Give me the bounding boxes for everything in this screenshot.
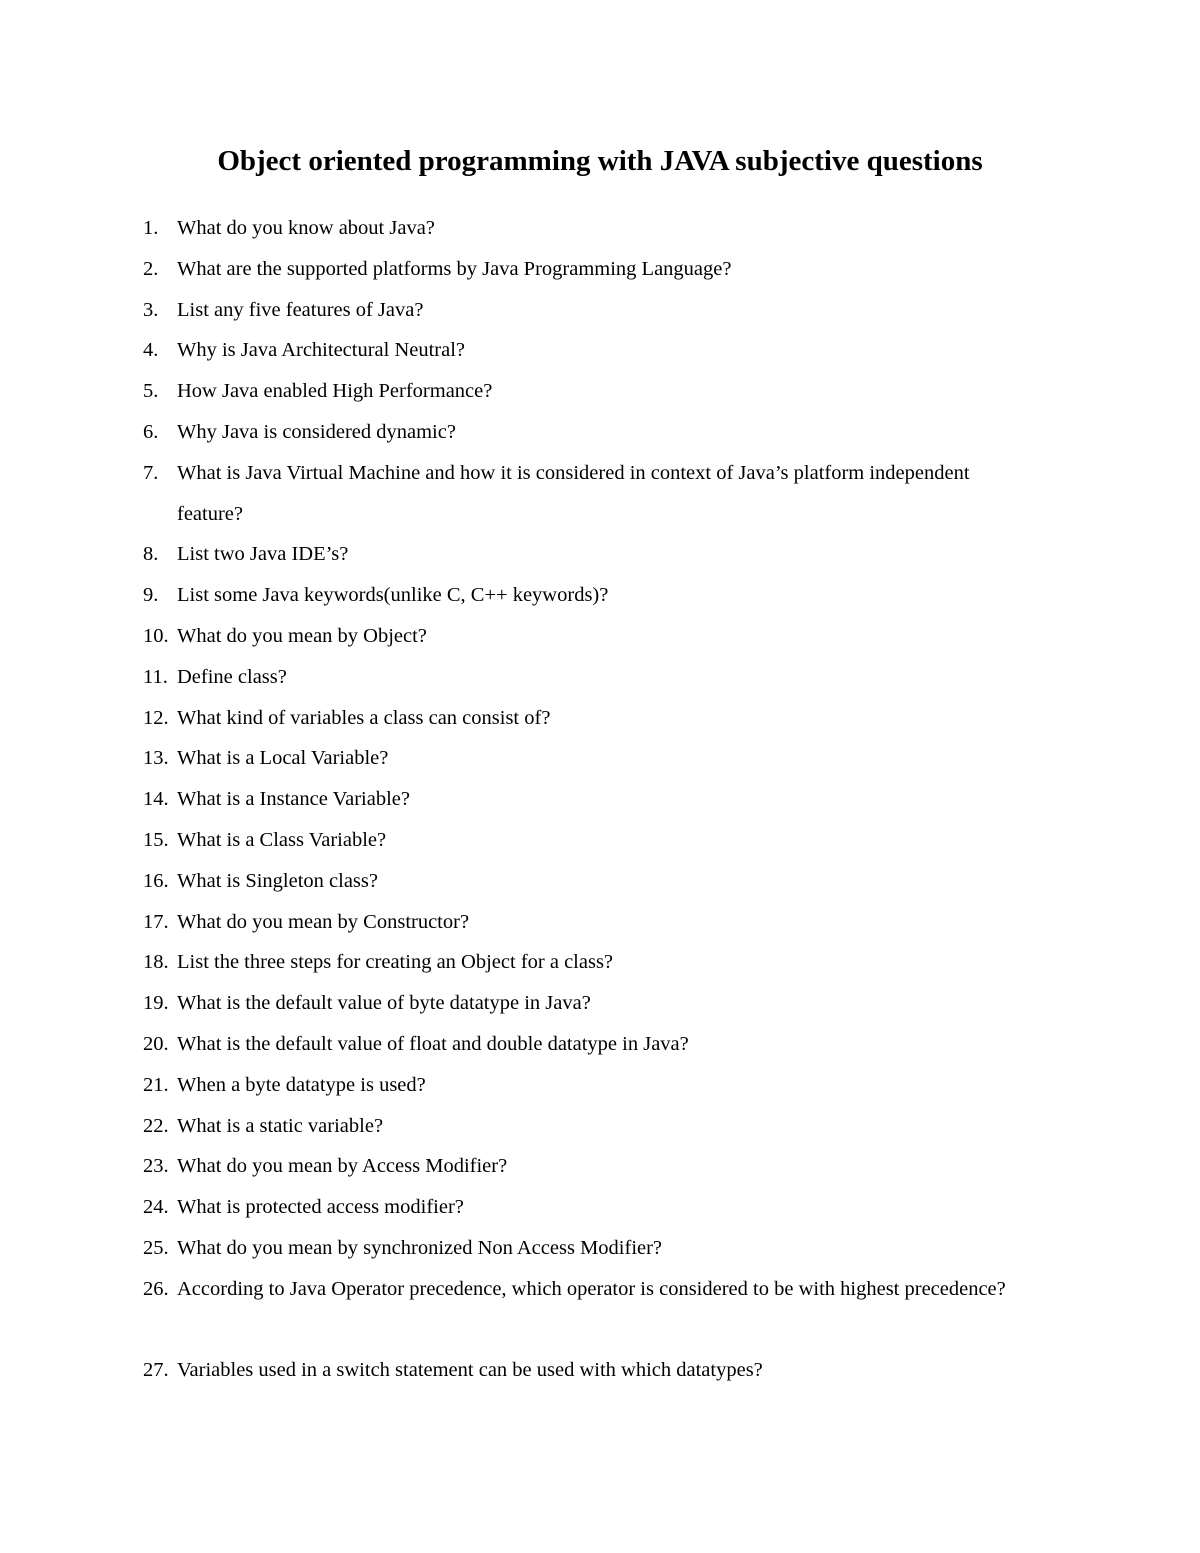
question-text: List the three steps for creating an Object for a class?: [177, 951, 614, 974]
question-number: 12.: [143, 706, 169, 729]
question-number: 22.: [143, 1114, 169, 1137]
question-text: List some Java keywords(unlike C, C++ keywords)?: [177, 584, 609, 607]
question-text: What is Java Virtual Machine and how it is considered in context of Java’s platform independent feature?: [177, 461, 970, 525]
question-number: 26.: [143, 1277, 169, 1300]
question-item: [0, 1024, 1200, 1065]
question-text: What is protected access modifier?: [177, 1196, 464, 1219]
question-number: 25.: [143, 1236, 169, 1259]
question-text: Variables used in a switch statement can be used with which datatypes?: [177, 1359, 763, 1382]
question-item: [0, 534, 1200, 575]
page-title: Object oriented programming with JAVA subjective questions: [217, 145, 983, 177]
question-number: 6.: [143, 420, 159, 443]
question-number: 9.: [143, 584, 159, 607]
question-number: 24.: [143, 1196, 169, 1219]
question-item: [0, 1350, 1200, 1391]
question-number: 5.: [143, 380, 159, 403]
question-text: What is a Instance Variable?: [177, 788, 410, 811]
question-text: Why is Java Architectural Neutral?: [177, 339, 466, 362]
question-item: [0, 208, 1200, 249]
question-text: How Java enabled High Performance?: [177, 380, 493, 403]
question-list: [0, 208, 1200, 1391]
question-number: 16.: [143, 869, 169, 892]
question-number: 3.: [143, 298, 159, 321]
question-text: List two Java IDE’s?: [177, 543, 349, 566]
question-item: [0, 330, 1200, 371]
question-text: What is a Local Variable?: [177, 747, 389, 770]
question-text: What do you mean by Access Modifier?: [177, 1155, 508, 1178]
question-text: What is a static variable?: [177, 1114, 384, 1137]
question-text: What are the supported platforms by Java Programming Language?: [177, 257, 732, 280]
question-text: According to Java Operator precedence, which operator is considered to be with highest precedence?: [177, 1277, 1006, 1300]
question-number: 20.: [143, 1032, 169, 1055]
question-number: 27.: [143, 1359, 169, 1382]
question-item: [0, 412, 1200, 453]
question-number: 7.: [143, 461, 159, 484]
question-text: What is Singleton class?: [177, 869, 378, 892]
question-text: Define class?: [177, 665, 287, 688]
question-number: 15.: [143, 828, 169, 851]
question-item: [0, 371, 1200, 412]
question-item: [0, 1146, 1200, 1187]
question-number: 13.: [143, 747, 169, 770]
question-text: What do you mean by Constructor?: [177, 910, 470, 933]
question-item: [0, 1065, 1200, 1106]
question-text: What is the default value of float and double datatype in Java?: [177, 1032, 689, 1055]
question-number: 4.: [143, 339, 159, 362]
question-item: [0, 453, 1200, 535]
question-item: [0, 738, 1200, 779]
question-item: [0, 861, 1200, 902]
question-text: Why Java is considered dynamic?: [177, 420, 456, 443]
question-number: 21.: [143, 1073, 169, 1096]
question-item: [0, 983, 1200, 1024]
question-number: 11.: [143, 665, 168, 688]
question-item: [0, 575, 1200, 616]
question-item: [0, 1106, 1200, 1147]
question-item: [0, 698, 1200, 739]
question-item: [0, 657, 1200, 698]
question-text: What do you know about Java?: [177, 217, 435, 239]
question-item: [0, 1269, 1200, 1351]
question-text: List any five features of Java?: [177, 298, 424, 321]
question-number: 10.: [143, 624, 169, 647]
question-item: [0, 779, 1200, 820]
question-text: What kind of variables a class can consist of?: [177, 706, 551, 729]
question-text: What is a Class Variable?: [177, 828, 387, 851]
question-text: What is the default value of byte datatype in Java?: [177, 992, 591, 1015]
question-number: 14.: [143, 788, 169, 811]
question-item: [0, 1187, 1200, 1228]
question-number: 18.: [143, 951, 169, 974]
question-item: [0, 820, 1200, 861]
question-number: 19.: [143, 992, 169, 1015]
question-number: 2.: [143, 257, 159, 280]
question-item: [0, 942, 1200, 983]
question-number: 17.: [143, 910, 169, 933]
question-text: What do you mean by synchronized Non Access Modifier?: [177, 1236, 663, 1259]
question-number: 23.: [143, 1155, 169, 1178]
question-number: 1.: [143, 217, 159, 239]
question-item: [0, 902, 1200, 943]
question-item: [0, 1228, 1200, 1269]
question-text: When a byte datatype is used?: [177, 1073, 426, 1096]
question-item: [0, 616, 1200, 657]
question-number: 8.: [143, 543, 159, 566]
question-item: [0, 249, 1200, 290]
question-text: What do you mean by Object?: [177, 624, 427, 647]
question-item: [0, 290, 1200, 331]
